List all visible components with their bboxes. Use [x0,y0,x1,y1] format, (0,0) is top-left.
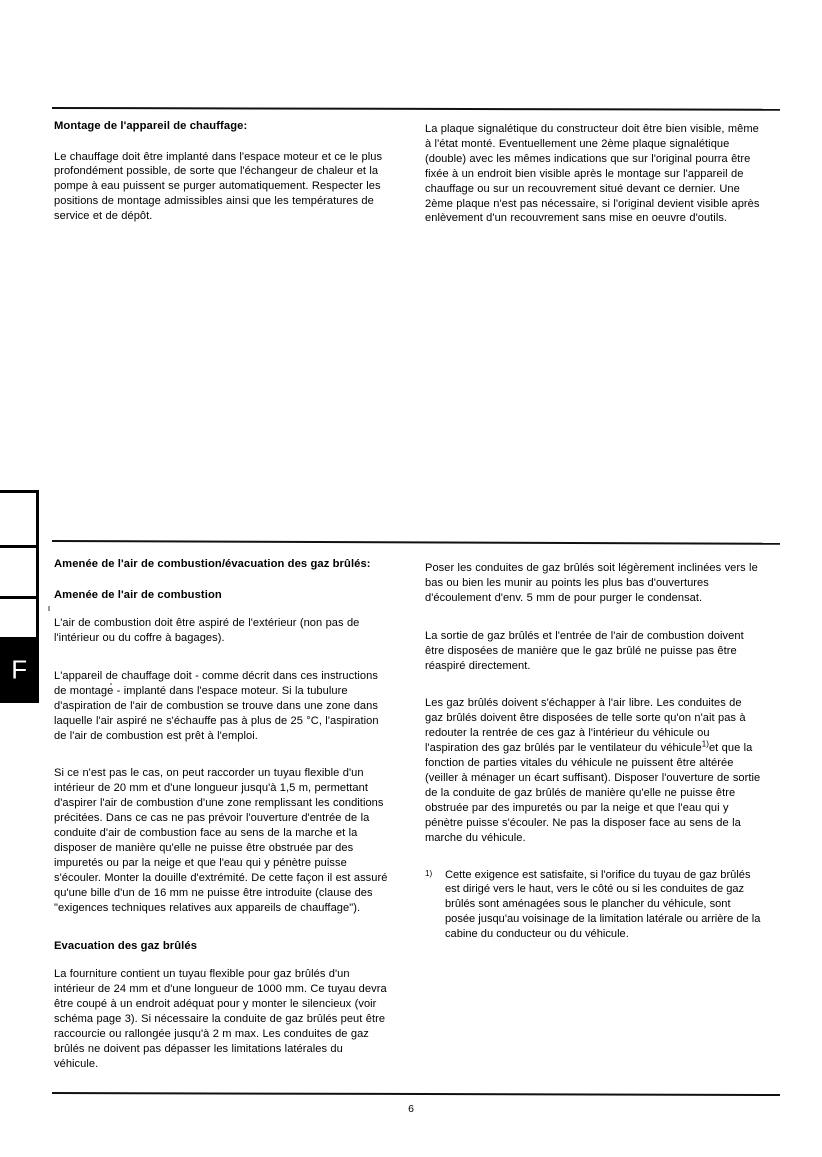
nameplate-paragraph: La plaque signalétique du constructeur doit être bien visible, même à l'état monté. Eventuellement une 2ème plaque signalétique (double) avec les mêmes indications que sur l'original pourra être fixée à un endroit bien visible après le montage sur l'appareil de chauffage ou sur un recouvrement situé devant ce dernier. Une 2ème plaque n'est pas nécessaire, si l'original devient visible après enlèvement d'un recouvrement sans mise en oeuvre d'outils. [425,123,760,225]
exhaust-outlet-paragraph: La sortie de gaz brûlés et l'entrée de l'air de combustion doivent être disposées de manière que le gaz brûlé ne puisse pas être réaspiré directement. [425,629,744,672]
exhaust-subheading: Evacuation des gaz brûlés [54,939,198,952]
tab-spine [36,490,39,638]
combustion-air-paragraph-3: Si ce n'est pas le cas, on peut raccorder un tuyau flexible d'un intérieur de 20 mm et d'une longueur jusqu'à 1,5 m, permettant d'aspirer l'air de combustion d'une zone remplissant les conditions précitées. Dans ce cas ne pas prévoir l'ouverture d'entrée de la conduite d'air de combustion face au sens de la marche et la disposer de manière qu'elle ne puisse être obstruée par des impuretés ou par la neige et que l'eau qui y pénètre puisse s'écouler. Monter la douille d'extrémité. De cette façon il est assuré qu'une bille d'un de 16 mm ne puisse être introduite (clause des "exigences techniques relatives aux appareils de chauffage"). [54,767,388,914]
exhaust-safety-text-part1: Les gaz brûlés doivent s'échapper à l'air libre. Les conduites de gaz brûlés doivent être disposées de telle sorte qu'on n'ait pas à redouter la rentrée de ces gaz à l'intérieur du véhicule ou l'aspiration des gaz brûlés par le ventilateur du véhicule [425,697,746,755]
combustion-air-left-column [54,557,390,1071]
exhaust-routing-paragraph: Poser les conduites de gaz brûlés soit légèrement inclinées vers le bas ou bien les munir au points les plus bas d'ouvertures d'écoulement d'env. 5 mm de pour purger le condensat. [425,562,758,604]
combustion-air-paragraph-1: L'air de combustion doit être aspiré de l'extérieur (non pas de l'intérieur ou du coffre à bagages). [54,617,360,645]
section-divider-rule [52,540,780,545]
scan-speck [48,606,50,611]
combustion-air-paragraph-2: L'appareil de chauffage doit - comme décrit dans ces instructions de montage - implanté dans l'espace moteur. Si la tubulure d'aspiration de l'air de combustion se trouve dans une zone dans laquelle l'air aspiré ne s'échauffe pas à plus de 25 °C, l'aspiration de l'air de combustion est prêt à l'emploi. [54,669,379,742]
combustion-air-right-column [425,561,761,942]
footnote-text: Cette exigence est satisfaite, si l'orifice du tuyau de gaz brûlés est dirigé vers le haut, vers le côté ou si les conduites de gaz brûlés sont aménagées sous le plancher du véhicule, sont posée jusqu'au voisinage de la limitation latérale ou arrière de la cabine du conducteur ou du véhicule. [445,868,761,941]
tab-tick-3 [0,596,39,599]
mounting-heading: Montage de l'appareil de chauffage: [54,120,248,132]
exhaust-safety-text-part2: et que la fonction de parties vitales du véhicule ne puissent être altérée (veiller à ménager un écart suffisant). Disposer l'ouverture de sortie de la conduite de gaz brûlés de manière qu'elle ne puisse être obstruée par des impuretés ou par la neige et que l'eau qui y pénètre puisse s'écouler. Ne pas la disposer face au sens de la marche du véhicule. [425,742,761,844]
combustion-air-heading: Amenée de l'air de combustion/évacuation des gaz brûlés: [54,558,371,570]
tab-letter-block [0,637,39,703]
tab-tick-2 [0,545,39,548]
footnote [425,868,761,943]
footer-rule [52,1092,780,1096]
footnote-marker: 1) [425,868,433,878]
tab-letter: F [11,654,28,685]
footnote-reference-marker: 1) [701,739,709,749]
exhaust-safety-paragraph [425,696,761,845]
thumb-index-tab [0,490,42,705]
page-number: 6 [408,1103,414,1115]
header-rule [52,107,780,111]
exhaust-paragraph-1: La fourniture contient un tuyau flexible pour gaz brûlés d'un intérieur de 24 mm et d'une longueur de 1000 mm. Ce tuyau devra être coupé à un endroit adéquat pour y monter le silencieux (voir schéma page 3). Si nécessaire la conduite de gaz brûlés peut être raccourcie ou rallongée jusqu'à 2 m max. Les conduites de gaz brûlés ne doivent pas dépasser les limitations latérales du véhicule. [54,968,387,1070]
tab-tick-1 [0,490,39,493]
combustion-air-subheading: Amenée de l'air de combustion [54,588,222,601]
mounting-paragraph: Le chauffage doit être implanté dans l'espace moteur et ce le plus profondément possible, de sorte que l'échangeur de chaleur et la pompe à eau puissent se purger automatiquement. Respecter les positions de montage admissibles ainsi que les températures de service et de dépôt. [54,150,383,223]
mounting-left-column [54,119,390,224]
mounting-right-column [425,122,761,226]
